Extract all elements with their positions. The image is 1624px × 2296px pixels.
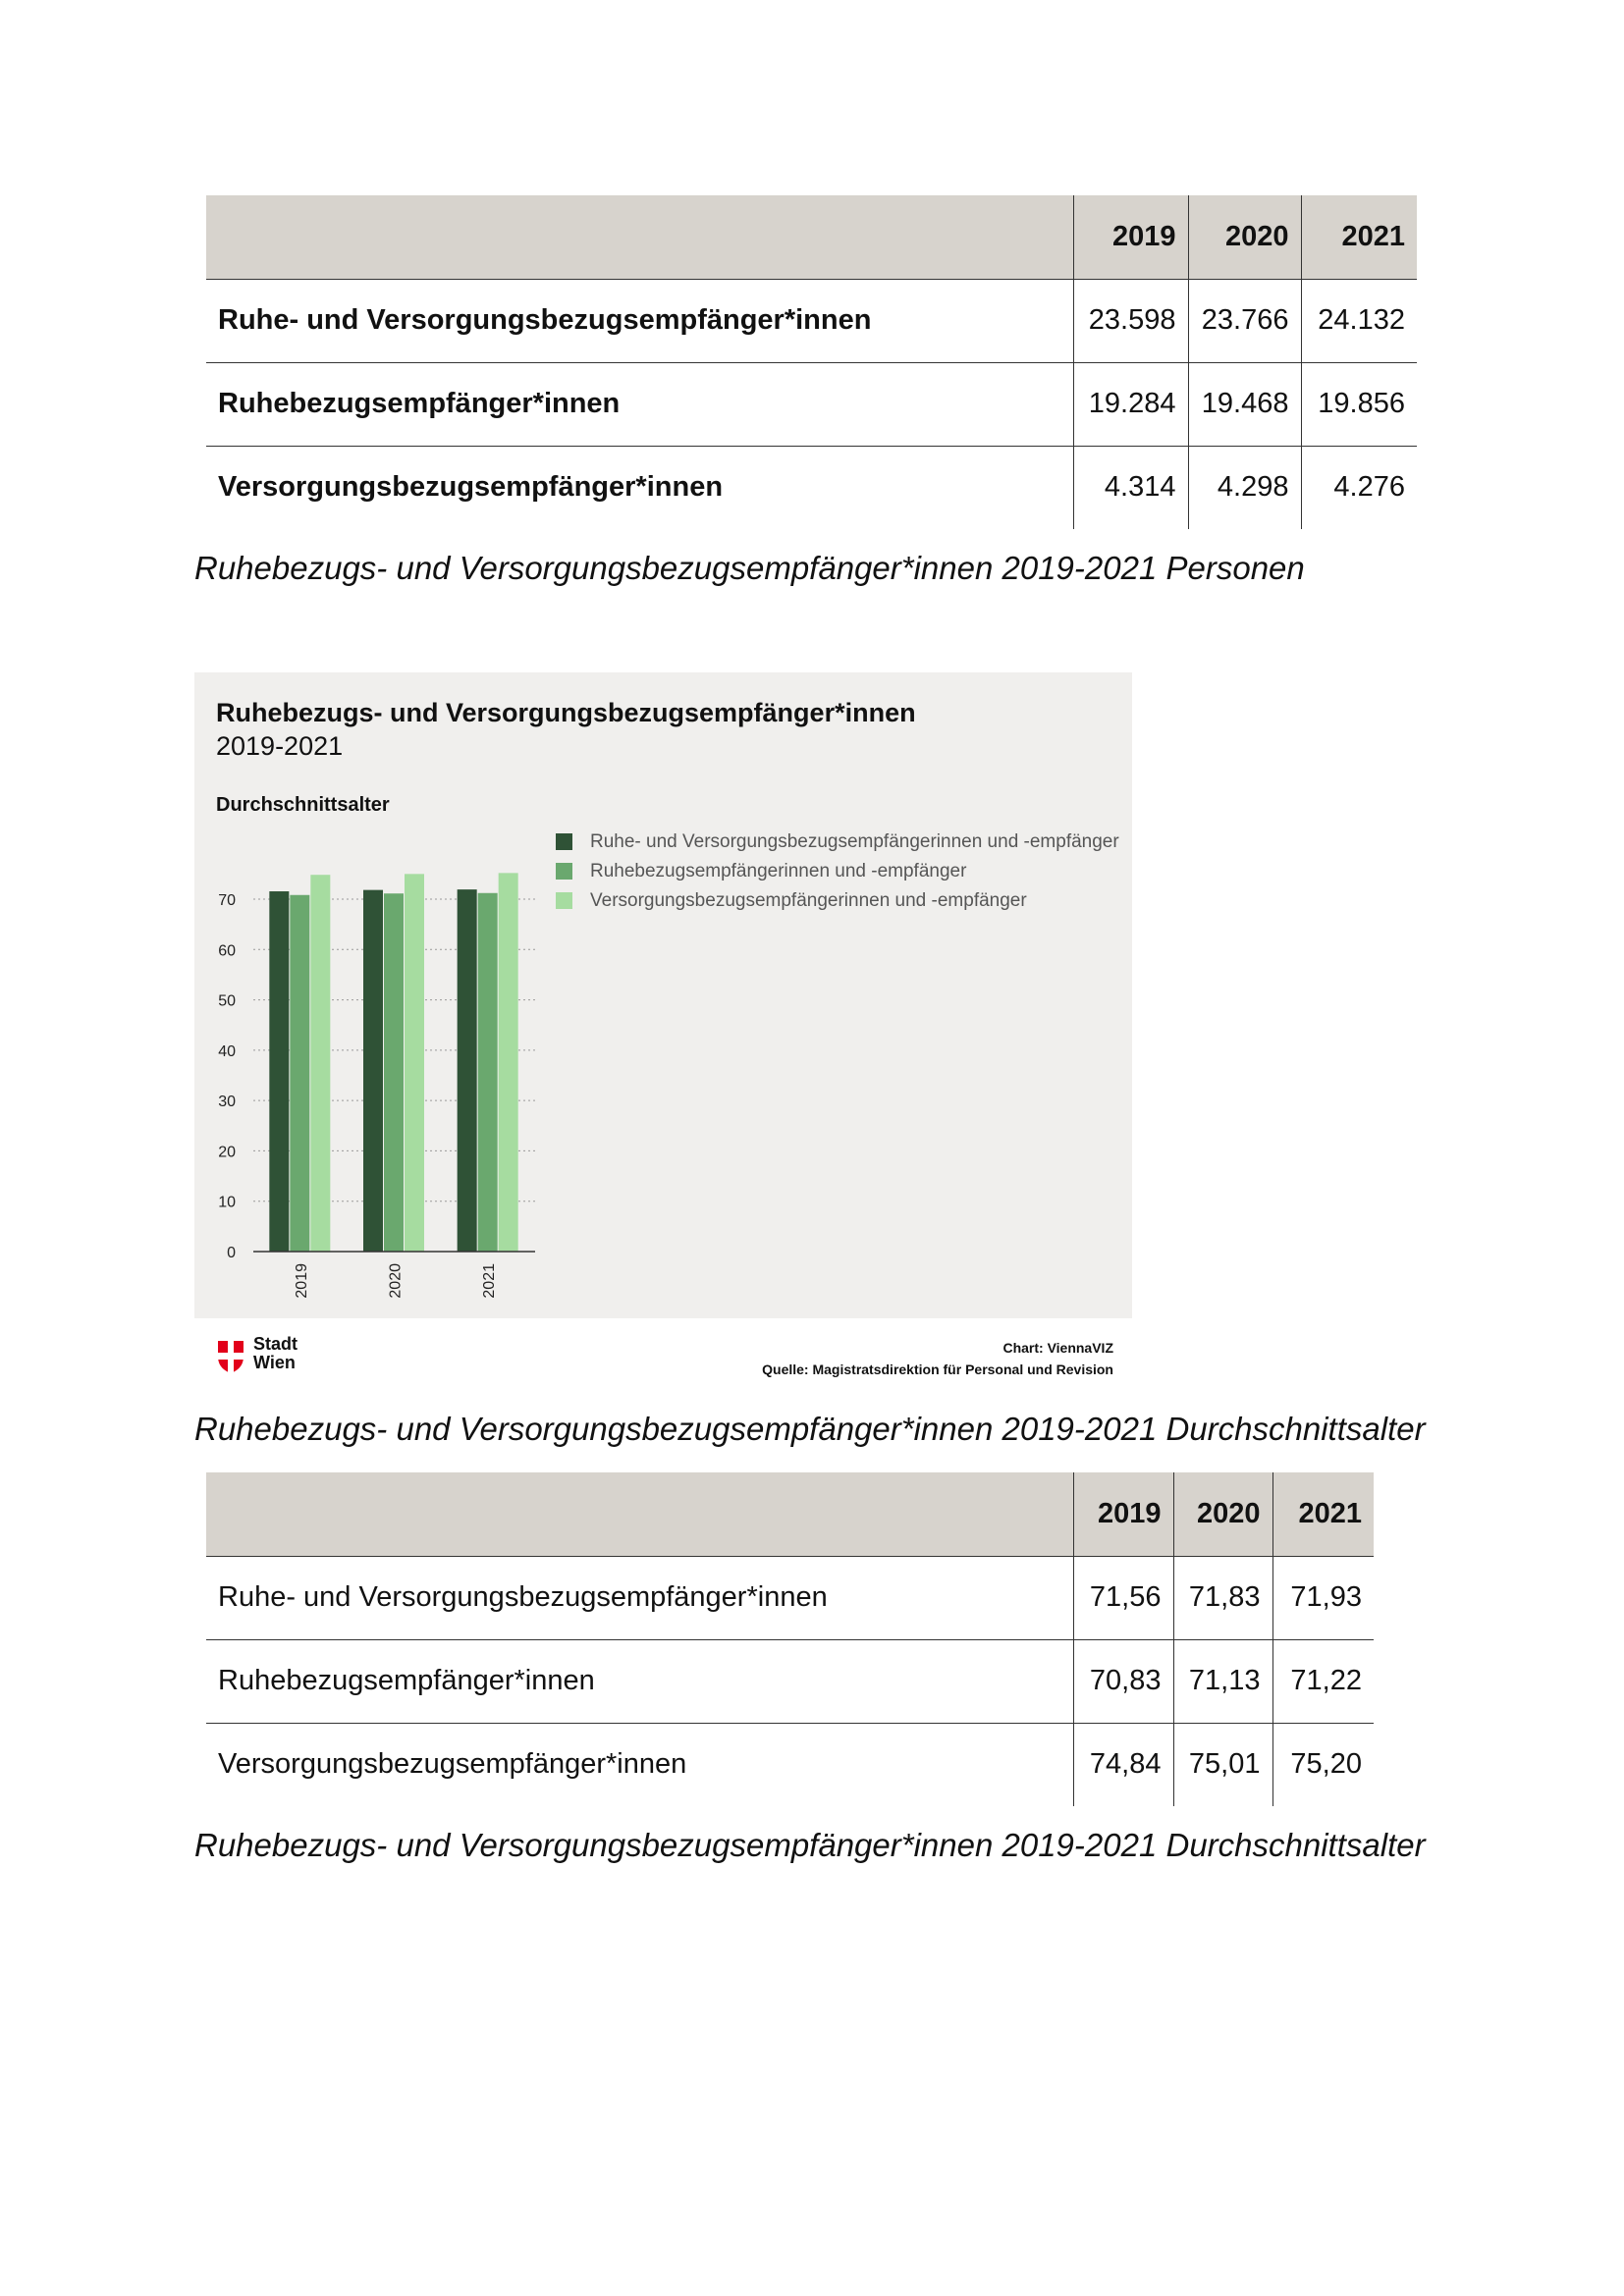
- bar: [310, 875, 330, 1252]
- x-tick-label: 2019: [293, 1263, 310, 1299]
- cell-value: 4.314: [1073, 446, 1188, 529]
- bar: [458, 889, 477, 1252]
- cell-value: 70,83: [1073, 1639, 1173, 1723]
- cell-value: 71,13: [1173, 1639, 1272, 1723]
- table-row: [206, 1723, 1374, 1806]
- cell-value: 75,20: [1272, 1723, 1374, 1806]
- bar: [405, 874, 424, 1252]
- cell-value: 4.276: [1301, 446, 1417, 529]
- table-header-empty: [206, 1472, 1073, 1556]
- cell-value: 71,83: [1173, 1556, 1272, 1639]
- table-header-2019: 2019: [1073, 195, 1188, 279]
- x-tick-label: 2020: [387, 1263, 405, 1299]
- age-chart: [194, 672, 1132, 1318]
- chart-caption: Ruhebezugs- und Versorgungsbezugsempfänger*innen 2019-2021 Durchschnittsalter: [194, 1411, 1426, 1447]
- cell-value: 23.766: [1188, 279, 1301, 362]
- legend-label: Versorgungsbezugsempfängerinnen und -empfänger: [590, 890, 1027, 911]
- table-header-empty: [206, 195, 1073, 279]
- table-row: [206, 279, 1417, 362]
- legend-item: [556, 861, 966, 882]
- chart-subtitle: 2019-2021: [216, 731, 344, 761]
- cell-value: 4.298: [1188, 446, 1301, 529]
- chart-source: Quelle: Magistratsdirektion für Personal und Revision: [762, 1362, 1113, 1377]
- table-header-2021: 2021: [1272, 1472, 1374, 1556]
- y-tick-label: 60: [218, 942, 236, 960]
- y-tick-label: 30: [218, 1094, 236, 1111]
- legend-label: Ruhe- und Versorgungsbezugsempfängerinnen und -empfänger: [590, 831, 1119, 852]
- table-header-2019: 2019: [1073, 1472, 1173, 1556]
- y-tick-label: 10: [218, 1194, 236, 1211]
- row-label: Ruhebezugsempfänger*innen: [206, 1639, 1073, 1723]
- bar: [363, 890, 383, 1252]
- chart-footer: [762, 1337, 1113, 1380]
- row-label: Ruhebezugsempfänger*innen: [206, 362, 1073, 446]
- legend-item: [556, 890, 1027, 912]
- vienna-shield-icon: [216, 1339, 245, 1374]
- age-table-caption: Ruhebezugs- und Versorgungsbezugsempfänger*innen 2019-2021 Durchschnittsalter: [194, 1827, 1426, 1863]
- table-header-row: [206, 1472, 1374, 1556]
- table-row: [206, 446, 1417, 529]
- table-header-2021: 2021: [1301, 195, 1417, 279]
- table-header-2020: 2020: [1173, 1472, 1272, 1556]
- cell-value: 71,22: [1272, 1639, 1374, 1723]
- bar: [269, 891, 289, 1252]
- bar: [499, 873, 518, 1252]
- legend-swatch: [556, 863, 572, 880]
- cell-value: 74,84: [1073, 1723, 1173, 1806]
- bar: [384, 893, 404, 1252]
- persons-table: [206, 195, 1417, 529]
- logo-text-stadt: Stadt: [253, 1334, 298, 1354]
- bar: [478, 893, 498, 1252]
- row-label: Versorgungsbezugsempfänger*innen: [206, 446, 1073, 529]
- cell-value: 71,56: [1073, 1556, 1173, 1639]
- x-tick-label: 2021: [481, 1263, 499, 1299]
- bar: [290, 895, 309, 1252]
- age-table: [206, 1472, 1374, 1806]
- row-label: Versorgungsbezugsempfänger*innen: [206, 1723, 1073, 1806]
- table-row: [206, 1556, 1374, 1639]
- cell-value: 24.132: [1301, 279, 1417, 362]
- chart-credit: Chart: ViennaVIZ: [1002, 1340, 1113, 1356]
- y-tick-label: 0: [227, 1245, 236, 1261]
- row-label: Ruhe- und Versorgungsbezugsempfänger*innen: [206, 1556, 1073, 1639]
- chart-plot: [194, 672, 1132, 1318]
- row-label: Ruhe- und Versorgungsbezugsempfänger*innen: [206, 279, 1073, 362]
- table-header-2020: 2020: [1188, 195, 1301, 279]
- table-row: [206, 362, 1417, 446]
- chart-y-axis-title: Durchschnittsalter: [216, 794, 390, 816]
- legend-swatch: [556, 833, 572, 850]
- legend-swatch: [556, 892, 572, 909]
- y-tick-label: 20: [218, 1144, 236, 1161]
- legend-label: Ruhebezugsempfängerinnen und -empfänger: [590, 861, 967, 881]
- cell-value: 19.468: [1188, 362, 1301, 446]
- logo-text-wien: Wien: [253, 1353, 296, 1372]
- cell-value: 19.284: [1073, 362, 1188, 446]
- cell-value: 23.598: [1073, 279, 1188, 362]
- y-tick-label: 50: [218, 992, 236, 1010]
- cell-value: 19.856: [1301, 362, 1417, 446]
- chart-title: Ruhebezugs- und Versorgungsbezugsempfänger*innen: [216, 698, 916, 727]
- table-header-row: [206, 195, 1417, 279]
- cell-value: 75,01: [1173, 1723, 1272, 1806]
- cell-value: 71,93: [1272, 1556, 1374, 1639]
- y-tick-label: 40: [218, 1042, 236, 1060]
- legend-item: [556, 831, 1119, 853]
- persons-table-caption: Ruhebezugs- und Versorgungsbezugsempfänger*innen 2019-2021 Personen: [194, 550, 1305, 586]
- table-row: [206, 1639, 1374, 1723]
- y-tick-label: 70: [218, 892, 236, 910]
